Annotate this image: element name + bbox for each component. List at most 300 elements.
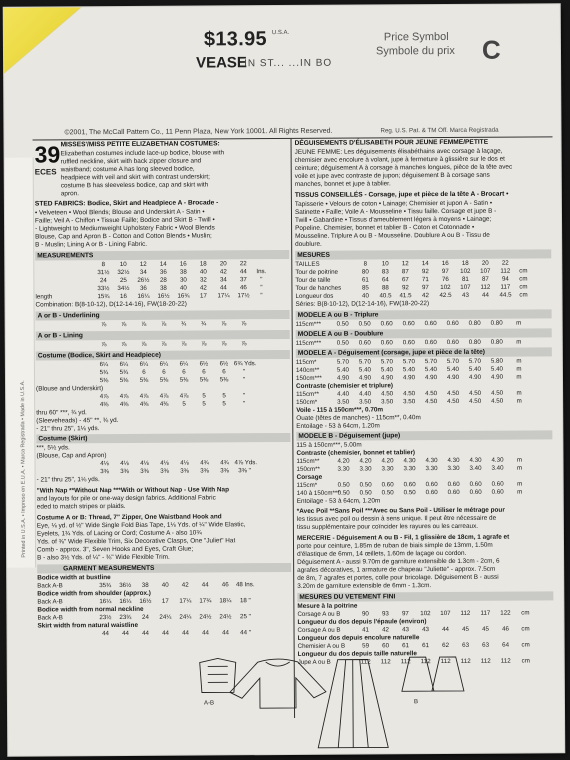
table-cell: ⅞ bbox=[101, 341, 107, 349]
table-cell: " bbox=[242, 368, 246, 376]
table-cell: 25 bbox=[119, 276, 127, 285]
table-cell: 4.90 bbox=[358, 374, 372, 382]
modele-triplure-row bbox=[296, 319, 530, 327]
row-label: 150cm*** bbox=[295, 374, 322, 382]
table-cell: 38 bbox=[179, 268, 187, 276]
table-cell: 3.30 bbox=[337, 465, 350, 473]
mercerie-line: de 8m, 7 agrafes et portes, colle pour bricolage. Déguisement B - aussi bbox=[297, 573, 499, 582]
skirt-title: Costume (Skirt) bbox=[38, 435, 88, 443]
table-cell: 3.40 bbox=[491, 464, 504, 472]
table-cell: 102 bbox=[440, 283, 451, 292]
table-cell: 22 bbox=[501, 259, 509, 267]
table-cell: 112 bbox=[420, 658, 431, 666]
blouse-drawing bbox=[230, 659, 326, 709]
table-cell: 107 bbox=[440, 609, 451, 618]
table-cell: 5 bbox=[222, 392, 226, 400]
table-cell: 34 bbox=[219, 276, 227, 284]
table-cell: 0.60 bbox=[402, 320, 415, 328]
row-label: Back A-B bbox=[37, 598, 63, 606]
table-cell: 41 bbox=[362, 626, 369, 634]
left-description-line: waistband; costume A has long sleeved bodice, bbox=[60, 165, 195, 174]
table-cell: 97 bbox=[441, 267, 449, 276]
mesures-title: MESURES bbox=[297, 251, 330, 259]
table-cell: 5 bbox=[202, 392, 206, 400]
table-cell: 0.60 bbox=[447, 488, 460, 497]
table-cell: 5 bbox=[202, 400, 206, 408]
table-cell: 5.40 bbox=[336, 366, 349, 374]
table-cell: 0.50 bbox=[403, 489, 416, 497]
row-label: Jupe A ou B bbox=[297, 658, 331, 666]
table-cell: m bbox=[516, 338, 522, 346]
table-cell: 61 bbox=[361, 276, 369, 284]
table-cell: 38 bbox=[141, 581, 149, 589]
ouate-line: Ouate (têtes de manches) - 115cm**, 0.40m bbox=[296, 414, 421, 422]
table-cell: 30 bbox=[179, 276, 187, 284]
table-cell: 16¾ bbox=[177, 292, 190, 300]
measurement-row bbox=[35, 276, 269, 284]
table-cell: 4⅛ bbox=[180, 459, 189, 467]
table-cell: 40 bbox=[161, 581, 169, 589]
drawing-label-b: B bbox=[413, 699, 419, 706]
contraste-b-title: Contraste (chemisier, bonnet et tablier) bbox=[296, 449, 416, 457]
tailles-row bbox=[295, 260, 515, 268]
pattern-number: 39 bbox=[34, 141, 61, 168]
table-cell: 15¾ bbox=[97, 293, 110, 301]
table-cell: 6 bbox=[162, 368, 166, 376]
table-cell: 3⅜ bbox=[200, 467, 209, 475]
cap-row bbox=[36, 459, 258, 468]
table-cell: 5⅜ bbox=[159, 376, 169, 384]
table-cell: 92 bbox=[421, 268, 429, 276]
table-cell: cm bbox=[521, 625, 530, 633]
table-cell: 0.50 bbox=[336, 320, 349, 328]
table-cell: 4¾ bbox=[200, 459, 209, 467]
notions-title: Costume A or B: Thread, 7" Zipper, One Waistband Hook and bbox=[36, 513, 222, 522]
table-cell: 0.80 bbox=[468, 319, 481, 327]
tissus-line: Tapisserie • Velours de coton • Lainage; Chemisier et jupon A - Satin • bbox=[294, 199, 493, 208]
lining-row bbox=[36, 340, 254, 348]
table-cell: 3.50 bbox=[381, 398, 394, 406]
modele-doublure-title: MODELE A ou B - Doublure bbox=[297, 330, 384, 338]
table-cell: 40.5 bbox=[379, 292, 392, 300]
contraste-b-row bbox=[297, 464, 531, 472]
table-cell: ⅞ bbox=[101, 321, 107, 329]
garment-title: GARMENT MEASUREMENTS bbox=[63, 564, 155, 573]
table-cell: 44 bbox=[219, 284, 227, 292]
table-cell: 0.60 bbox=[424, 339, 437, 347]
modele-b-note: 115 à 150cm***, 5.00m bbox=[296, 441, 362, 449]
table-cell: 3.50 bbox=[359, 398, 372, 406]
table-cell: 112 bbox=[360, 658, 371, 666]
corsage-title: Corsage bbox=[296, 473, 323, 481]
contraste-title: Contraste (chemisier et triplure) bbox=[296, 382, 394, 390]
row-label: 140cm** bbox=[295, 366, 320, 374]
measurement-row bbox=[35, 284, 269, 292]
table-cell: 112 bbox=[500, 267, 511, 275]
table-cell: 4⅜ bbox=[139, 400, 149, 408]
table-cell: 22 bbox=[239, 260, 247, 268]
table-cell: 6 bbox=[182, 368, 186, 376]
table-cell: 90 bbox=[361, 610, 369, 618]
finished-label: Longueur du dos depuis taille naturelle bbox=[297, 650, 418, 658]
table-cell: 0.50 bbox=[336, 339, 349, 347]
table-cell: 5 bbox=[222, 400, 226, 408]
table-cell: 16½ bbox=[157, 292, 170, 300]
row-label: 115cm* bbox=[295, 358, 317, 366]
row-label: 115cm*** bbox=[295, 320, 322, 328]
table-cell: 41.5 bbox=[399, 292, 412, 300]
table-cell: 4⅞ bbox=[119, 392, 129, 401]
table-cell: ⅞ bbox=[221, 340, 227, 348]
table-cell: 40 bbox=[199, 268, 207, 276]
table-cell: ¾ bbox=[181, 320, 187, 328]
notions-line: Comb - approx. 3", Seven Hooks and Eyes, Craft Glue; bbox=[37, 545, 194, 554]
right-description-line: manches, bonnet et jupe à tablier. bbox=[294, 180, 391, 188]
row-label: 140 à 150cm*** bbox=[296, 489, 340, 497]
copyright: ©2001, The McCall Pattern Co., 11 Penn Plaza, New York 10001. All Rights Reserved. bbox=[64, 127, 333, 137]
table-cell: 45 bbox=[482, 625, 489, 633]
table-cell: 6½ bbox=[199, 360, 209, 368]
table-cell: 5.80 bbox=[490, 357, 503, 365]
right-description-line: ceinture; déguisement A à corsage à manches longues, pièce de la tête avec bbox=[294, 163, 513, 172]
cap-note: - 21" thru 25", 1⅛ yds. bbox=[36, 476, 100, 484]
table-cell: 6¼ bbox=[159, 360, 169, 368]
table-cell: m bbox=[516, 357, 522, 365]
table-cell: 64 bbox=[502, 641, 510, 649]
table-cell: 112 bbox=[460, 657, 471, 665]
unit-cell: cm bbox=[519, 275, 528, 283]
costume-row bbox=[36, 376, 254, 384]
table-cell: 5.40 bbox=[380, 366, 393, 374]
table-cell: 6½ bbox=[219, 360, 229, 368]
table-cell: 16 bbox=[120, 292, 127, 300]
table-cell: 0.80 bbox=[490, 338, 503, 346]
nap-line: "With Nap **Without Nap ***With or Without Nap - Use With Nap bbox=[36, 486, 230, 495]
row-label: Tour de poitrine bbox=[295, 268, 339, 276]
table-cell: 45 bbox=[462, 625, 469, 633]
table-cell: 31½ bbox=[97, 269, 110, 277]
row-label: 115cm** bbox=[296, 390, 320, 398]
corsage-row bbox=[297, 488, 531, 496]
table-cell: m bbox=[517, 480, 523, 488]
table-cell: 4.90 bbox=[380, 374, 394, 382]
table-cell: " bbox=[243, 400, 246, 408]
table-cell: 6¾ Yds. bbox=[233, 360, 257, 368]
garment-row bbox=[37, 581, 255, 589]
table-cell: 4⅛ bbox=[160, 459, 169, 467]
mercerie-line: agrafes décoratives, 1 armature de chapeau "Juliette" - approx. 7.5cm bbox=[297, 565, 496, 574]
table-cell: 97 bbox=[401, 610, 409, 618]
table-cell: 4⅜ bbox=[99, 401, 109, 409]
table-cell: 4.90 bbox=[424, 374, 438, 382]
fabrics-title: STED FABRICS: Bodice, Skirt and Headpiece A - Brocade - bbox=[34, 199, 219, 208]
table-cell: 6 bbox=[202, 368, 206, 376]
table-cell: 61 bbox=[402, 642, 410, 650]
table-cell: 0.80 bbox=[468, 338, 481, 346]
table-cell: 0.60 bbox=[447, 480, 460, 489]
table-cell: 0.60 bbox=[491, 488, 504, 496]
table-cell: m bbox=[517, 488, 523, 496]
table-cell: 5.40 bbox=[358, 366, 371, 374]
table-cell: 43 bbox=[462, 291, 469, 299]
table-cell: ⅞ bbox=[241, 320, 247, 328]
tissus-line: Mousseline. Triplure A ou B - Mousseline. Doublure A ou B - Tissu de bbox=[295, 231, 490, 240]
modele-triplure-title: MODELE A ou B - Triplure bbox=[297, 311, 379, 319]
table-cell: 0.50 bbox=[337, 481, 350, 489]
unit-cell: Ins. bbox=[256, 268, 267, 276]
poil-line: *Avec Poil **Sans Poil ***Avec ou Sans Poil - Utiliser le métrage pour bbox=[296, 506, 505, 515]
table-cell: 4⅜ bbox=[159, 400, 169, 408]
table-cell: 0.60 bbox=[446, 338, 459, 347]
copyright-right: Reg. U.S. Pat. & TM Off. Marca Registrada bbox=[380, 126, 499, 135]
table-cell: 24½ bbox=[199, 613, 212, 621]
table-cell: 61 bbox=[422, 642, 430, 650]
table-cell: 0.60 bbox=[380, 320, 393, 328]
table-cell: 71 bbox=[421, 276, 429, 284]
modele-a-title: MODELE A - Déguisement (corsage, jupe et pièce de la tête) bbox=[297, 348, 485, 357]
table-cell: 42.5 bbox=[439, 291, 452, 300]
table-cell: 18 bbox=[199, 260, 207, 268]
costume-row bbox=[36, 368, 254, 376]
table-cell: 42 bbox=[181, 581, 189, 589]
row-label: 150cm* bbox=[296, 398, 318, 406]
table-cell: 40 bbox=[362, 292, 369, 300]
table-cell: " bbox=[242, 392, 246, 400]
table-cell: 102 bbox=[460, 267, 471, 275]
table-cell: 43 bbox=[402, 626, 409, 634]
unit-cell: " bbox=[260, 276, 263, 284]
table-cell: 46 bbox=[221, 581, 229, 589]
table-cell: 81 bbox=[461, 275, 469, 283]
table-cell: 4.50 bbox=[425, 390, 438, 398]
side-strip-text: Printed in U.S.A. • Impreso en E.U.A. • Marca Registrada • Made in U.S.A. bbox=[19, 380, 28, 558]
garment-label: Bodice width from normal neckline bbox=[37, 605, 144, 614]
side-strip bbox=[5, 158, 37, 568]
row-label: TAILLES bbox=[295, 260, 320, 268]
table-cell: 3.40 bbox=[469, 464, 482, 472]
table-cell: 5¾ bbox=[119, 368, 129, 377]
table-cell: 44 bbox=[201, 581, 209, 589]
table-cell: 48 Ins. bbox=[235, 581, 255, 589]
table-cell: 112 bbox=[500, 657, 511, 665]
unit-cell: " bbox=[260, 292, 263, 300]
table-cell: 44.5 bbox=[499, 291, 512, 299]
table-cell: 0.50 bbox=[337, 489, 350, 497]
table-cell: 6 bbox=[222, 368, 226, 376]
table-cell: 38 bbox=[159, 284, 167, 292]
table-cell: 17¾ bbox=[199, 597, 212, 605]
price-suffix: U.S.A. bbox=[271, 29, 290, 37]
garment-drawings bbox=[188, 651, 519, 753]
row-label: Corsage A ou B bbox=[297, 626, 341, 634]
row-label: Longueur dos bbox=[295, 292, 334, 300]
table-cell: 63 bbox=[482, 641, 490, 649]
table-cell: 17½ bbox=[237, 292, 250, 300]
table-cell: 28 bbox=[159, 276, 167, 284]
fabric-line: B - Muslin; Lining A or B - Lining Fabric. bbox=[35, 240, 148, 249]
table-cell: 80 bbox=[361, 268, 369, 276]
table-cell: 5.70 bbox=[424, 358, 437, 366]
mercerie-line: 3.20m de garniture extensible de 6mm - 1.3cm. bbox=[297, 582, 432, 590]
garment-label: Skirt width from natural waistline bbox=[37, 621, 139, 630]
table-cell: 4.20 bbox=[337, 457, 350, 465]
table-cell: 3.30 bbox=[359, 465, 372, 473]
table-cell: 4.20 bbox=[381, 457, 394, 465]
table-cell: 4.50 bbox=[469, 397, 482, 405]
measurements-title: MEASUREMENTS bbox=[37, 252, 94, 260]
table-cell: 17¼ bbox=[179, 597, 192, 605]
table-cell: 4⅛ bbox=[120, 459, 129, 468]
table-cell: 25 " bbox=[240, 613, 251, 621]
table-cell: 4.40 bbox=[337, 390, 350, 398]
table-cell: 16¼ bbox=[137, 292, 150, 300]
table-cell: 102 bbox=[420, 610, 431, 618]
table-cell: 6¼ bbox=[139, 360, 149, 368]
unit-cell: cm bbox=[519, 283, 528, 291]
combination-line: Combination: B(8-10-12), D(12-14-16), FW(18-20-22) bbox=[35, 300, 187, 309]
pieces-label: ECES bbox=[34, 167, 57, 177]
table-cell: 42 bbox=[422, 292, 429, 300]
table-cell: 23½ bbox=[99, 614, 112, 622]
table-cell: 4.90 bbox=[446, 373, 460, 382]
table-cell: 44 bbox=[442, 625, 449, 634]
contraste-row bbox=[296, 397, 530, 405]
table-cell: 6 bbox=[142, 368, 146, 376]
table-cell: ⅞ bbox=[181, 340, 187, 348]
finished-label: Longueur du dos depuis l'épaule (environ) bbox=[297, 618, 427, 626]
garment-label: Bodice width at bustline bbox=[37, 574, 111, 582]
row-label: 150cm** bbox=[296, 465, 320, 473]
left-description-line: headpiece with veil and skirt with contrast underskirt; bbox=[60, 173, 210, 182]
measurement-row bbox=[35, 292, 269, 300]
table-cell: 16½ bbox=[139, 597, 152, 605]
table-cell: 5.40 bbox=[446, 365, 459, 374]
table-cell: 0.60 bbox=[469, 480, 482, 488]
notions-line: Yds. of ⅜" Wide Flexible Trim, Six Decorative Clasps, One "Juliet" Hat bbox=[36, 537, 236, 546]
table-cell: 3.30 bbox=[425, 465, 438, 473]
table-cell: 33½ bbox=[97, 285, 110, 293]
table-cell: 0.60 bbox=[358, 339, 371, 347]
table-cell: 4.50 bbox=[469, 389, 482, 397]
table-cell: 24½ bbox=[219, 613, 232, 621]
table-cell: 3⅜ bbox=[120, 467, 129, 476]
table-cell: 4.90 bbox=[490, 373, 504, 381]
table-cell: 23¾ bbox=[119, 613, 132, 622]
table-cell: ⅞ bbox=[141, 320, 147, 328]
table-cell: 16¼ bbox=[119, 597, 132, 606]
series-line: Séries: B(8-10-12), D(12-14-16), FW(18-20-22) bbox=[295, 300, 430, 308]
mercerie-title: MERCERIE - Déguisement A ou B - Fil, 1 glissière de 18cm, 1 agrafe et bbox=[296, 533, 510, 542]
table-cell: ⅞ bbox=[121, 320, 127, 328]
right-description-line: chemisier avec encolure à volant, jupe à fermeture à glissière sur le dos et bbox=[294, 155, 505, 164]
table-cell: 44 bbox=[142, 629, 150, 637]
table-cell: 12 bbox=[401, 260, 409, 268]
table-cell: 17 bbox=[200, 292, 207, 300]
table-cell: 32½ bbox=[117, 268, 130, 277]
table-cell: 63 bbox=[462, 641, 470, 649]
table-cell: 4.50 bbox=[447, 397, 460, 406]
table-cell: 67 bbox=[401, 276, 409, 284]
finished-row bbox=[297, 609, 535, 617]
blouse-row bbox=[36, 400, 254, 408]
mercerie-line: Déguisement A - aussi 9.70m de garniture extensible de 1.3cm - 2cm, 6 bbox=[297, 557, 500, 566]
table-cell: 5.70 bbox=[358, 358, 371, 366]
table-cell: 87 bbox=[401, 268, 409, 276]
price: $13.95 bbox=[203, 28, 267, 51]
table-cell: 88 bbox=[381, 284, 389, 292]
table-cell: 0.60 bbox=[381, 481, 394, 489]
costume-row bbox=[36, 360, 257, 369]
left-description-line: costume B has sleeveless bodice, cap and skirt with bbox=[60, 181, 209, 190]
table-cell: 18¼ bbox=[219, 597, 232, 605]
poil-note-line: tissu supplémentaire pour coïncider les rayures ou les carreaux. bbox=[296, 522, 479, 531]
table-cell: ⅞ bbox=[161, 320, 167, 328]
underlining-title: A or B - Underlining bbox=[37, 312, 100, 320]
skirt-note: ***, 5½ yds. bbox=[36, 444, 70, 452]
row-label: 115cm*** bbox=[295, 339, 322, 347]
table-cell: 4.30 bbox=[491, 456, 504, 464]
left-description-line: apron. bbox=[60, 190, 80, 198]
table-cell: 112 bbox=[440, 657, 451, 666]
mesure-row bbox=[295, 267, 531, 275]
table-cell: 3.30 bbox=[447, 464, 460, 473]
contraste-b-row bbox=[296, 456, 530, 464]
table-cell: 6¼ bbox=[119, 360, 129, 369]
mesure-row bbox=[295, 275, 531, 283]
table-cell: 0.60 bbox=[402, 339, 415, 347]
underlining-row bbox=[36, 320, 254, 328]
table-cell: 26½ bbox=[137, 276, 150, 284]
table-cell: 92 bbox=[401, 284, 409, 292]
right-title: DÉGUISEMENTS D'ÉLISABETH POUR JEUNE FEMME/PETITE bbox=[294, 138, 489, 147]
right-description-line: JEUNE FEMME: Les déguisements élisabéthains avec corsage à laçage, bbox=[294, 147, 503, 156]
table-cell: 3⅜ bbox=[180, 467, 189, 475]
fabric-line: - Lightweight to Mediumweight Upholstery Fabric • Wool Blends bbox=[35, 224, 215, 233]
table-cell: 46 bbox=[502, 625, 509, 633]
table-cell: 85 bbox=[361, 284, 369, 292]
fabric-line: Blouse, Cap and Apron B - Cotton and Cotton Blends • Muslin; bbox=[35, 232, 212, 241]
contraste-row bbox=[296, 389, 530, 397]
tissus-line: Satinette • Faille; Voile A - Mousseline • Tissu faille. Corsage et jupe B - bbox=[294, 207, 497, 216]
table-cell: 5.70 bbox=[336, 358, 349, 366]
table-cell: 0.60 bbox=[425, 481, 438, 489]
blouse-row bbox=[36, 392, 254, 400]
modele-a-row bbox=[296, 357, 530, 365]
table-cell: 0.50 bbox=[381, 489, 394, 497]
table-cell: ⅞ bbox=[161, 340, 167, 348]
tissus-title: TISSUS CONSEILLÉS - Corsage, jupe et pièce de la tête A - Brocart • bbox=[294, 190, 509, 199]
table-cell: 24¼ bbox=[159, 613, 172, 621]
modele-a-row bbox=[296, 373, 530, 381]
table-cell: 34½ bbox=[117, 284, 130, 293]
row-label: Chemisier A ou B bbox=[297, 642, 346, 650]
symbole-du-prix-label: Symbole du prix bbox=[375, 44, 455, 58]
table-cell: cm bbox=[521, 657, 530, 665]
table-cell: 20 bbox=[219, 260, 227, 268]
table-cell: 4⅛ bbox=[100, 460, 109, 468]
table-cell: 83 bbox=[381, 268, 389, 276]
table-cell: 35¾ bbox=[99, 582, 112, 590]
table-cell: 10 bbox=[119, 260, 127, 269]
cap-row bbox=[37, 467, 255, 475]
drawing-label-ab: A-B bbox=[203, 700, 215, 707]
table-cell: 24 bbox=[99, 277, 107, 285]
table-cell: m bbox=[516, 464, 523, 472]
table-cell: 5¾ bbox=[99, 369, 109, 377]
table-cell: 44 bbox=[162, 629, 170, 637]
table-cell: 4.50 bbox=[425, 398, 438, 406]
table-cell: 4⅛ bbox=[140, 459, 149, 467]
